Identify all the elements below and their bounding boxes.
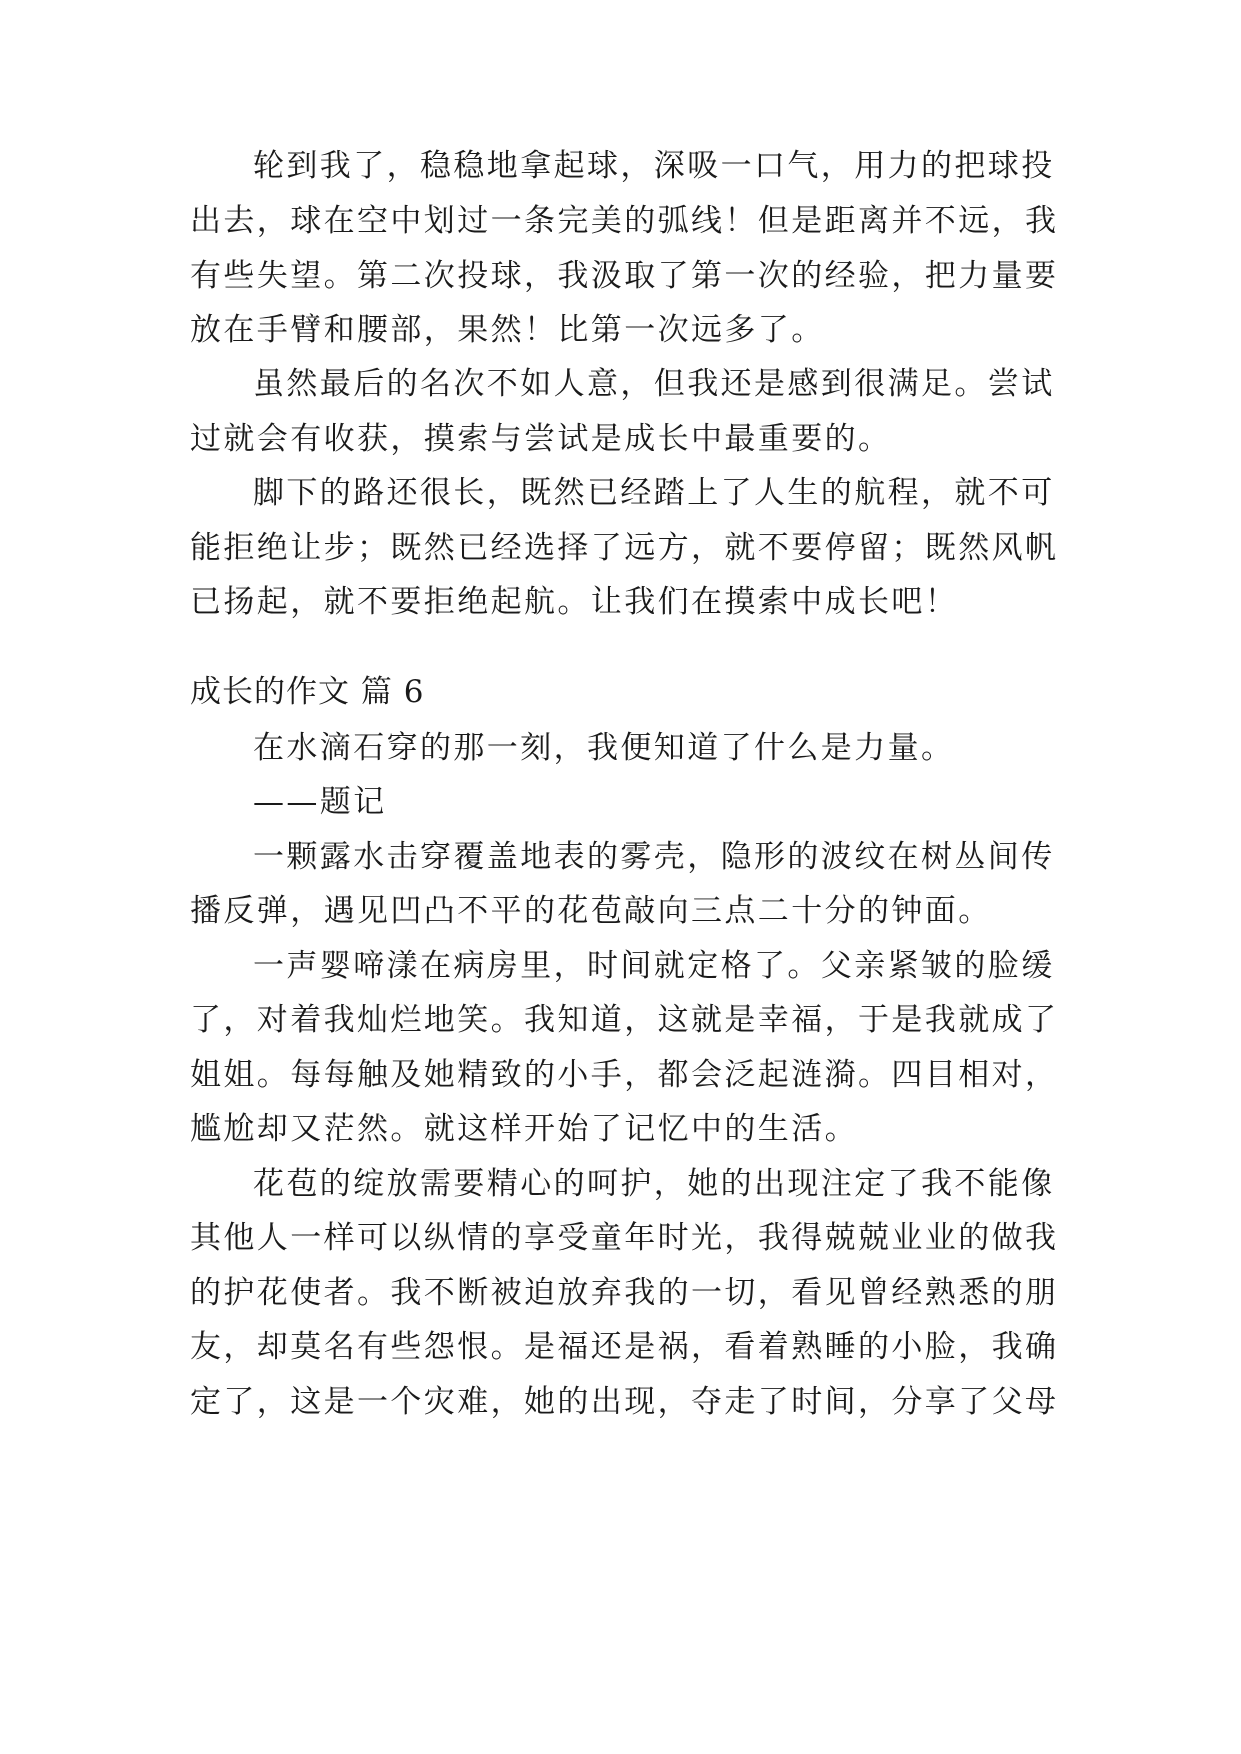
- paragraph-line: 放在手臂和腰部，果然！比第一次远多了。: [190, 312, 825, 348]
- paragraph-line: 播反弹，遇见凹凸不平的花苞敲向三点二十分的钟面。: [190, 893, 992, 929]
- paragraph-line: 过就会有收获，摸索与尝试是成长中最重要的。: [190, 421, 892, 457]
- paragraph-line: 轮到我了，稳稳地拿起球，深吸一口气，用力的把球投: [253, 148, 1055, 184]
- paragraph-line: 了，对着我灿烂地笑。我知道，这就是幸福，于是我就成了: [190, 1002, 1059, 1038]
- paragraph-line: 花苞的绽放需要精心的呵护，她的出现注定了我不能像: [253, 1166, 1055, 1202]
- paragraph-line: 已扬起，就不要拒绝起航。让我们在摸索中成长吧！: [190, 584, 959, 620]
- paragraph-line: 的护花使者。我不断被迫放弃我的一切，看见曾经熟悉的朋: [190, 1275, 1059, 1311]
- paragraph-line: 虽然最后的名次不如人意，但我还是感到很满足。尝试: [253, 366, 1055, 402]
- paragraph-line: 脚下的路还很长，既然已经踏上了人生的航程，就不可: [253, 475, 1055, 511]
- paragraph-line: 友，却莫名有些怨恨。是福还是祸，看着熟睡的小脸，我确: [190, 1329, 1059, 1365]
- epigraph-line: 在水滴石穿的那一刻，我便知道了什么是力量。: [253, 730, 955, 766]
- epigraph-attribution: ——题记: [253, 784, 387, 820]
- paragraph-line: 定了，这是一个灾难，她的出现，夺走了时间，分享了父母: [190, 1384, 1059, 1420]
- paragraph-line: 一颗露水击穿覆盖地表的雾壳，隐形的波纹在树丛间传: [253, 839, 1055, 875]
- paragraph-line: 有些失望。第二次投球，我汲取了第一次的经验，把力量要: [190, 258, 1059, 294]
- section-heading: 成长的作文 篇 6: [190, 674, 425, 710]
- paragraph-line: 能拒绝让步；既然已经选择了远方，就不要停留；既然风帆: [190, 530, 1059, 566]
- paragraph-line: 姐姐。每每触及她精致的小手，都会泛起涟漪。四目相对，: [190, 1057, 1059, 1093]
- paragraph-line: 尴尬却又茫然。就这样开始了记忆中的生活。: [190, 1111, 858, 1147]
- paragraph-line: 出去，球在空中划过一条完美的弧线！但是距离并不远，我: [190, 203, 1059, 239]
- paragraph-line: 一声婴啼漾在病房里，时间就定格了。父亲紧皱的脸缓: [253, 948, 1055, 984]
- paragraph-line: 其他人一样可以纵情的享受童年时光，我得兢兢业业的做我: [190, 1220, 1059, 1256]
